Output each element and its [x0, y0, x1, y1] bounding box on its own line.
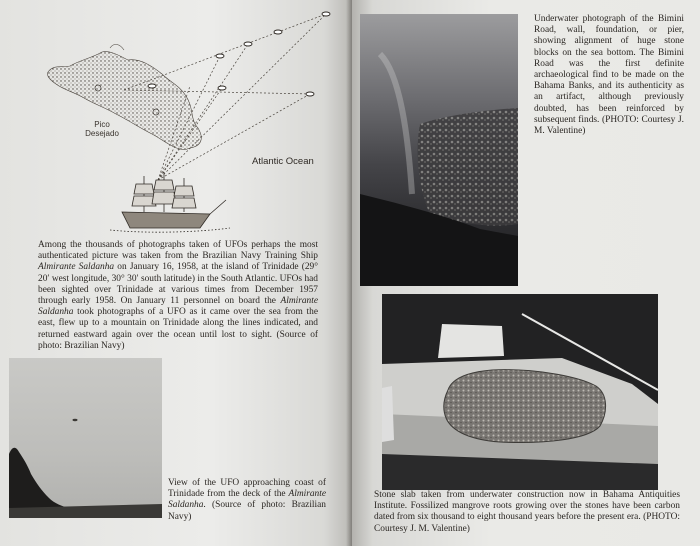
- map-place-label-line1: Pico: [94, 120, 110, 129]
- ufo-photo-svg: [9, 358, 162, 518]
- bimini-road-underwater-photo: [360, 14, 518, 286]
- caption-text: Among the thousands of photographs taken of UFOs perhaps the most authenticated picture was taken from the Brazilian Navy Training Ship: [38, 240, 318, 262]
- caption-text: on January 16, 1958, at the island of Trinidade (29° 20′ west longitude, 30° 30′ south latitude) in the South Atlantic. UFOs had been sighted over Trinidade at various times from December 1957 through early 1958. On January 11 personnel on board the: [38, 262, 318, 307]
- ship-name: Almirante Saldanha: [168, 489, 326, 511]
- ship-name: Almirante Saldanha: [38, 296, 318, 318]
- caption-text: took photographs of a UFO as it came over the sea from the east, flew up to a mountain on Trinidade along the lines indicated, and returned eastward again over the ocean until lost to sight. (Source of photo: Brazilian Navy): [38, 307, 318, 351]
- bimini-road-caption: Underwater photograph of the Bimini Road, wall, foundation, or pier, showing alignment of huge stone blocks on the sea bottom. The Bimini Road was the first definite archaeological find to be made on the Bahama Banks, and its authenticity as an artifact, although previously doubted, has been reinforced by subsequent finds. (PHOTO: Courtesy J. M. Valentine): [534, 14, 684, 137]
- atlantic-ocean-label: Atlantic Ocean: [252, 156, 314, 167]
- stone-slab-caption: Stone slab taken from underwater construction now in Bahama Antiquities Institute. Fossilized mangrove roots growing over the stones have been carbon dated from six thousand to eight thousand years before the present era. (PHOTO: Courtesy J. M. Valentine): [374, 490, 680, 534]
- ufo-coast-photo: [9, 358, 162, 518]
- caption-text: View of the UFO approaching coast of Trinidade from the deck of the: [168, 478, 326, 500]
- ufo-view-caption: [168, 478, 326, 523]
- caption-text: . (Source of photo: Brazilian Navy): [168, 500, 326, 522]
- slab-photo-svg: [382, 294, 658, 490]
- map-place-label-line2: Desejado: [85, 129, 119, 138]
- trinidade-map-illustration: [40, 8, 340, 240]
- bimini-photo-svg: [360, 14, 518, 286]
- ufo-markers: [148, 12, 330, 96]
- pico-desejado-label: [80, 120, 124, 138]
- ship-name: Almirante Saldanha: [38, 262, 115, 273]
- island-shape: [47, 52, 201, 150]
- trinidade-ufo-caption: [38, 240, 318, 352]
- stone-slab-photo: [382, 294, 658, 490]
- right-page: [352, 0, 700, 546]
- ship-drawing: [110, 172, 230, 232]
